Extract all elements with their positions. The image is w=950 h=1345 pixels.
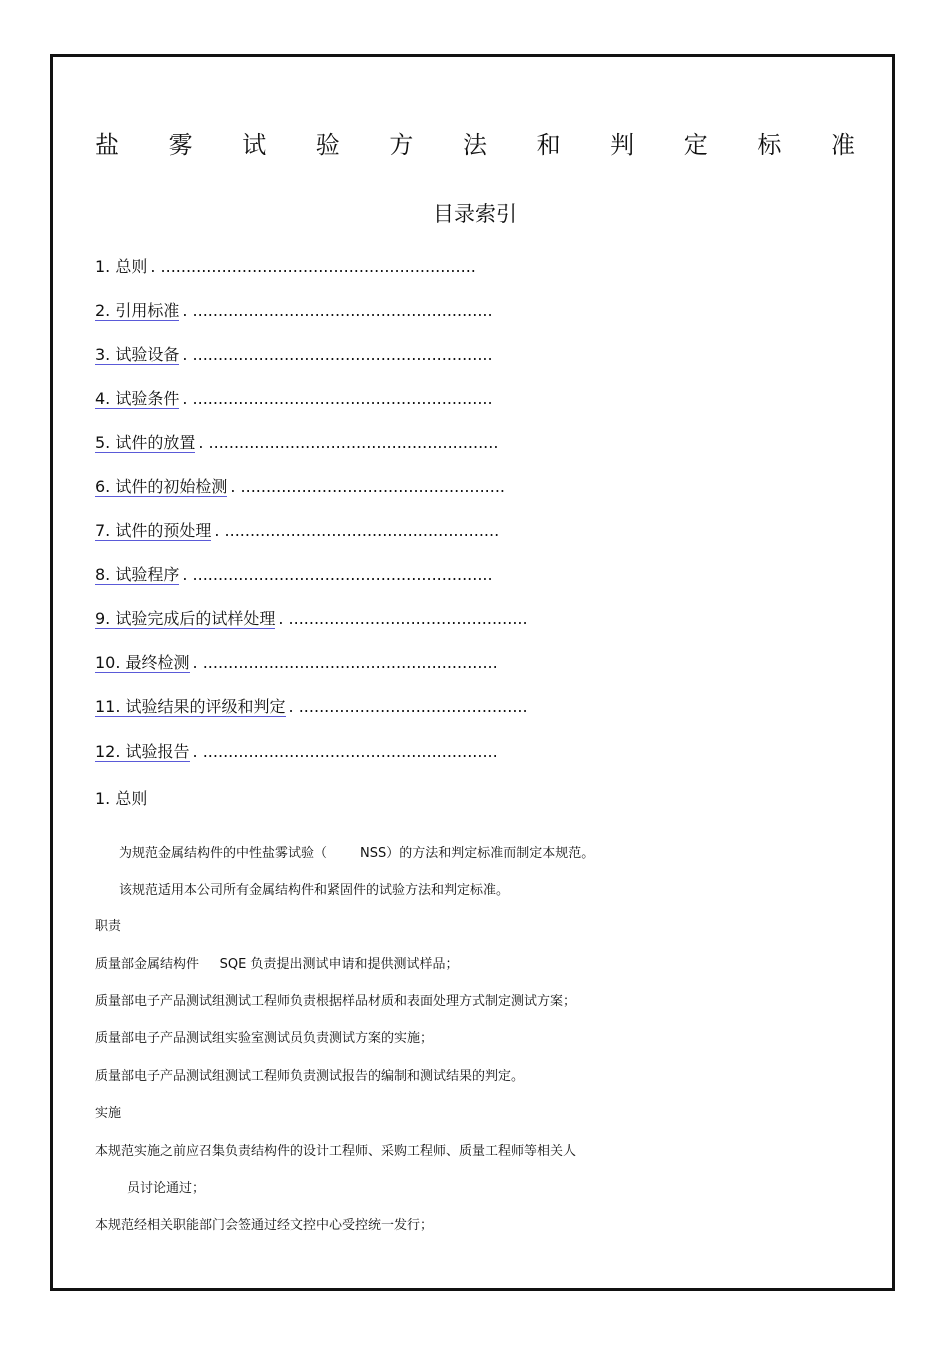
toc-leader-dots: . ............................................. [288,697,528,716]
toc-link[interactable]: 7. 试件的预处理 [95,521,212,540]
toc-leader-dots: . .............................................................. [150,257,476,276]
responsibility-item: 质量部金属结构件 SQE 负责提出测试申请和提供测试样品； [95,957,459,972]
title-char: 验 [315,131,340,159]
implementation-item: 本规范经相关职能部门会签通过经文控中心受控统一发行； [95,1218,434,1233]
toc-entry-7[interactable] [95,520,499,542]
toc-leader-dots: . ........................................................... [182,565,493,584]
title-char: 雾 [168,131,193,159]
toc-link[interactable]: 12. 试验报告 [95,742,190,761]
toc-leader-dots: . .......................................................... [192,653,498,672]
toc-entry-12[interactable] [95,741,498,763]
toc-leader-dots: . .................................................... [230,477,505,496]
toc-leader-dots: . ......................................................... [198,433,499,452]
heading-implementation: 实施 [95,1106,122,1121]
title-char: 试 [242,131,267,159]
toc-entry-11[interactable] [95,696,528,718]
toc-entry-1[interactable] [95,256,476,278]
implementation-item-continued: 员讨论通过； [127,1181,206,1196]
title-char: 盐 [95,131,119,159]
title-char: 判 [610,131,635,159]
responsibility-item: 质量部电子产品测试组测试工程师负责测试报告的编制和测试结果的判定。 [95,1069,525,1084]
title-char: 方 [389,131,414,159]
title-char: 标 [757,131,782,159]
toc-link[interactable]: 10. 最终检测 [95,653,190,672]
toc-entry-4[interactable] [95,388,493,410]
toc-leader-dots: . ........................................................... [182,301,493,320]
section-heading-general: 1. 总则 [95,789,148,808]
toc-link[interactable]: 4. 试验条件 [95,389,180,408]
responsibility-item: 质量部电子产品测试组实验室测试员负责测试方案的实施； [95,1031,434,1046]
toc-leader-dots: . ........................................................... [182,345,493,364]
toc-label: 1. 总则 [95,257,148,276]
toc-leader-dots: . .......................................................... [192,742,498,761]
title-char: 和 [536,131,561,159]
implementation-item: 本规范实施之前应召集负责结构件的设计工程师、采购工程师、质量工程师等相关人 [95,1144,577,1159]
toc-entry-6[interactable] [95,476,505,498]
title-char: 准 [830,131,855,159]
toc-entry-8[interactable] [95,564,493,586]
toc-entry-2[interactable] [95,300,493,322]
toc-link[interactable]: 2. 引用标准 [95,301,180,320]
toc-entry-9[interactable] [95,608,528,630]
toc-link[interactable]: 9. 试验完成后的试样处理 [95,609,276,628]
toc-entry-10[interactable] [95,652,498,674]
toc-link[interactable]: 6. 试件的初始检测 [95,477,228,496]
heading-responsibilities: 职责 [95,919,122,934]
title-char: 定 [683,131,708,159]
toc-link[interactable]: 8. 试验程序 [95,565,180,584]
toc-link[interactable]: 5. 试件的放置 [95,433,196,452]
toc-leader-dots: . ........................................................... [182,389,493,408]
toc-leader-dots: . ...................................................... [214,521,500,540]
toc-link[interactable]: 3. 试验设备 [95,345,180,364]
paragraph-purpose: 为规范金属结构件的中性盐雾试验（ NSS）的方法和判定标准而制定本规范。 [119,846,595,861]
toc-leader-dots: . ............................................... [278,609,528,628]
document-title [95,128,855,162]
toc-entry-5[interactable] [95,432,498,454]
paragraph-scope: 该规范适用本公司所有金属结构件和紧固件的试验方法和判定标准。 [119,883,510,898]
responsibility-item: 质量部电子产品测试组测试工程师负责根据样品材质和表面处理方式制定测试方案； [95,994,577,1009]
title-char: 法 [462,131,487,159]
toc-link[interactable]: 11. 试验结果的评级和判定 [95,697,286,716]
toc-entry-3[interactable] [95,344,493,366]
toc-heading: 目录索引 [433,202,517,226]
